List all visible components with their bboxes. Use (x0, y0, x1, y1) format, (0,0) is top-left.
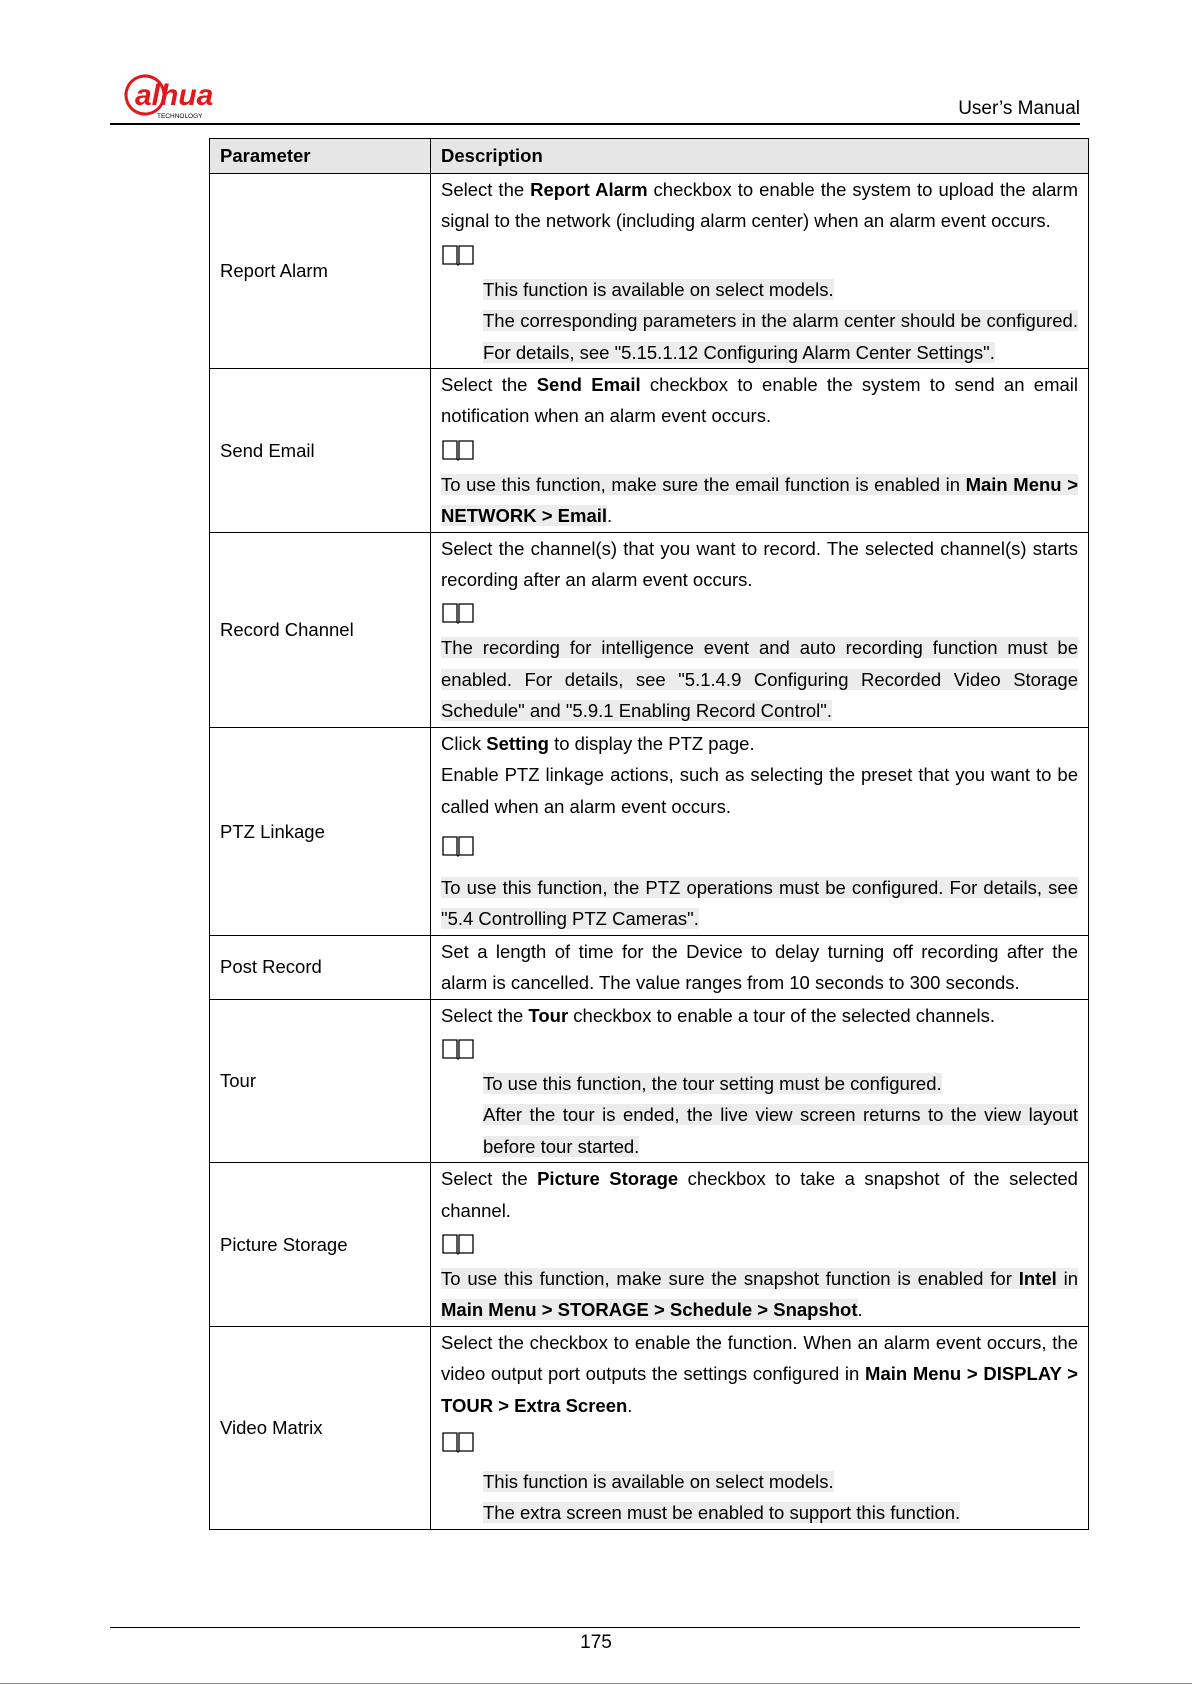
note-item: To use this function, the tour setting must be configured. (483, 1072, 942, 1094)
param-video-matrix: Video Matrix (210, 1326, 431, 1529)
footer-divider (110, 1627, 1080, 1628)
table-row (210, 369, 1089, 533)
note-book-icon (441, 243, 477, 274)
param-record-channel: Record Channel (210, 532, 431, 727)
desc-text: Select the Report Alarm checkbox to enable the system to upload the alarm signal to the network (including alarm center) when an alarm event occurs. (441, 179, 1078, 232)
param-post-record: Post Record (210, 935, 431, 999)
table-row (210, 174, 1089, 369)
param-picture-storage: Picture Storage (210, 1163, 431, 1327)
note-item: To use this function, the PTZ operations must be configured. For details, see "5.4 Controlling PTZ Cameras". (441, 876, 1078, 930)
desc-text: Enable PTZ linkage actions, such as selecting the preset that you want to be called when an alarm event occurs. (441, 764, 1078, 817)
desc-ptz-linkage (431, 727, 1089, 935)
table-header-row (210, 139, 1089, 174)
table-row (210, 999, 1089, 1163)
note-item: The corresponding parameters in the alarm center should be configured. For details, see "5.15.1.12 Configuring Alarm Center Settings". (483, 310, 1078, 363)
logo-subtitle: TECHNOLOGY (157, 113, 203, 120)
desc-send-email (431, 369, 1089, 533)
desc-record-channel (431, 532, 1089, 727)
page-bottom-edge (0, 1683, 1192, 1684)
desc-text: Select the Tour checkbox to enable a tour of the selected channels. (441, 1004, 995, 1026)
parameter-table (209, 138, 1089, 1530)
logo-wordmark: alhua (135, 79, 214, 112)
desc-tour (431, 999, 1089, 1163)
page-number: 175 (580, 1632, 612, 1653)
note-item: This function is available on select models. (483, 1471, 834, 1492)
note-item: This function is available on select models. (483, 278, 834, 300)
param-ptz-linkage: PTZ Linkage (210, 727, 431, 935)
param-report-alarm: Report Alarm (210, 174, 431, 369)
note-item: To use this function, make sure the email function is enabled in Main Menu > NETWORK > Email. (441, 473, 1078, 527)
note-book-icon (441, 834, 477, 872)
note-item: The recording for intelligence event and auto recording function must be enabled. For details, see "5.1.4.9 Configuring Recorded Video Storage Schedule" and "5.9.1 Enabling Record Control". (441, 637, 1078, 722)
note-book-icon (441, 1037, 477, 1068)
note-book-icon (441, 438, 477, 469)
desc-text: Set a length of time for the Device to delay turning off recording after the alarm is cancelled. The value ranges from 10 seconds to 300 seconds. (441, 940, 1078, 994)
table-row (210, 1326, 1089, 1529)
desc-video-matrix (431, 1326, 1089, 1529)
desc-report-alarm (431, 174, 1089, 369)
header-divider (110, 123, 1080, 125)
desc-picture-storage (431, 1163, 1089, 1327)
param-send-email: Send Email (210, 369, 431, 533)
note-book-icon (441, 1232, 477, 1263)
note-item: To use this function, make sure the snapshot function is enabled for Intel in Main Menu > STORAGE > Schedule > Snapshot. (441, 1267, 1078, 1321)
desc-text: Select the Send Email checkbox to enable the system to send an email notification when an alarm event occurs. (441, 374, 1078, 427)
column-header-description: Description (431, 139, 1089, 174)
manual-title: User’s Manual (958, 98, 1080, 119)
table-row (210, 727, 1089, 935)
desc-post-record (431, 935, 1089, 999)
desc-text: Click Setting to display the PTZ page. (441, 732, 755, 754)
table-row (210, 532, 1089, 727)
desc-text: Select the channel(s) that you want to record. The selected channel(s) starts recording after an alarm event occurs. (441, 537, 1078, 591)
param-tour: Tour (210, 999, 431, 1163)
desc-text: Select the checkbox to enable the function. When an alarm event occurs, the video output port outputs the settings configured in Main Menu > DISPLAY > TOUR > Extra Screen. (441, 1331, 1078, 1416)
table-row (210, 1163, 1089, 1327)
note-item: The extra screen must be enabled to support this function. (483, 1502, 961, 1524)
note-book-icon (441, 1430, 477, 1466)
note-book-icon (441, 601, 477, 632)
table-row (210, 935, 1089, 999)
desc-text: Select the Picture Storage checkbox to take a snapshot of the selected channel. (441, 1168, 1078, 1221)
column-header-parameter: Parameter (210, 139, 431, 174)
note-item: After the tour is ended, the live view screen returns to the view layout before tour started. (483, 1104, 1078, 1157)
dahua-logo (123, 71, 258, 121)
